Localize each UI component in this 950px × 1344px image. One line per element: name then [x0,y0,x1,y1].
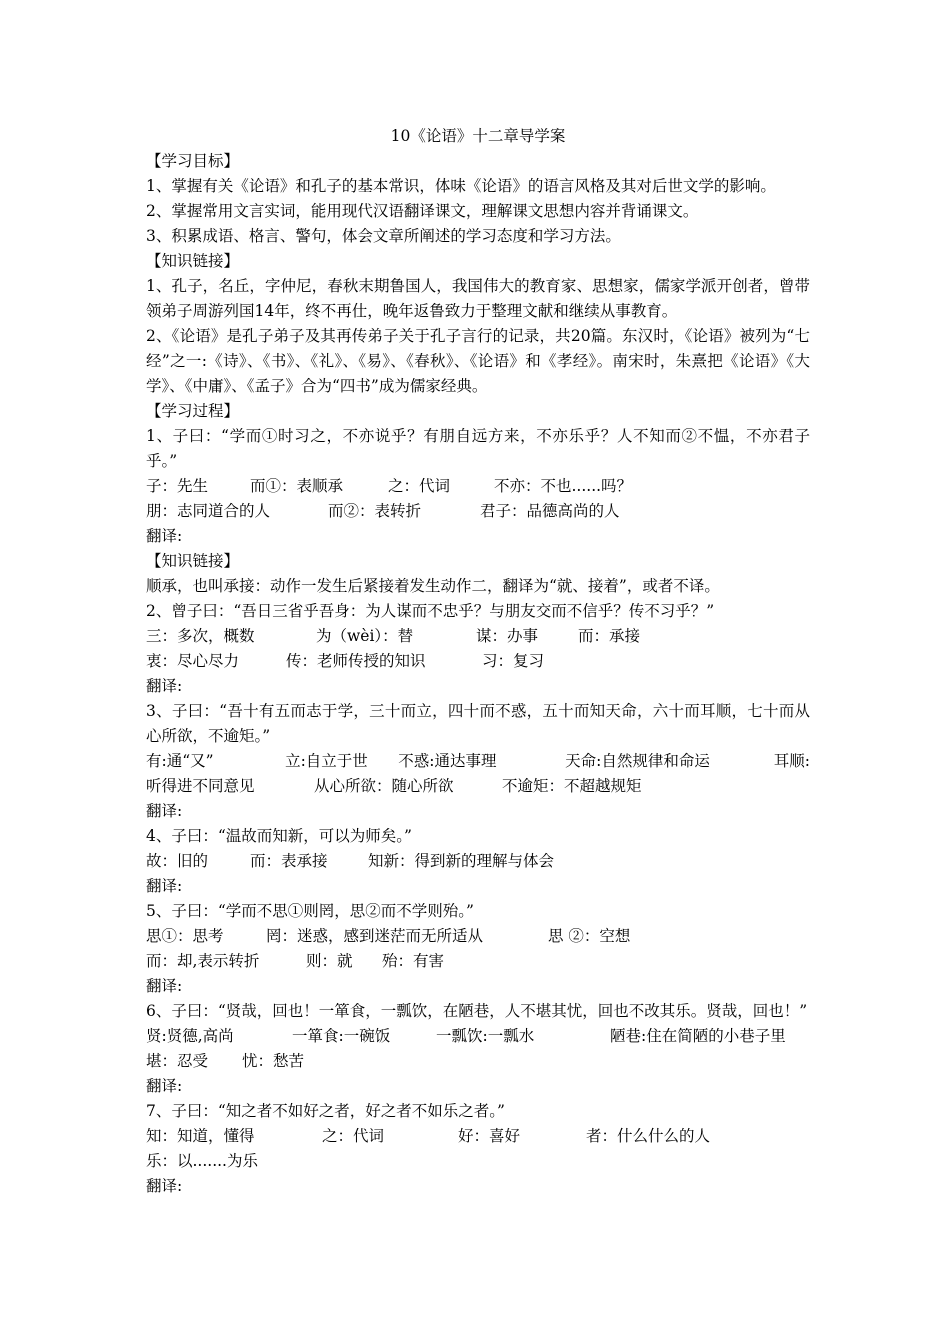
translate-label: 翻译: [146,527,183,545]
note: 天命:自然规律和命运 [565,752,710,770]
note: 思①：思考 [146,927,224,945]
translate-label: 翻译: [146,802,183,820]
section-heading-process: 【学习过程】 [146,402,240,420]
note: 好：喜好 [458,1127,521,1145]
note: 君子：品德高尚的人 [480,502,620,520]
knowledge-item: 1、孔子，名丘，字仲尼，春秋末期鲁国人，我国伟大的教育家、思想家，儒家学派开创者，曾带领弟子周游列国14年，终不再仕，晚年返鲁致力于整理文献和继续从事教育。 [146,277,810,320]
note: 而①：表顺承 [250,477,344,495]
note: 有:通“又” [146,752,214,770]
translate-label: 翻译: [146,677,183,695]
translate-label: 翻译: [146,1177,183,1195]
note: 传：老师传授的知识 [286,652,426,670]
passage-5: 5、子曰：“学而不思①则罔，思②而不学则殆。” [146,902,474,920]
note: 从心所欲：随心所欲 [314,777,454,795]
notes-row [146,624,810,649]
passage-3: 3、子曰：“吾十有五而志于学，三十而立，四十而不惑，五十而知天命，六十而耳顺，七十而从心所欲，不逾矩。” [146,702,810,745]
note: 者：什么什么的人 [586,1127,711,1145]
note: 之：代词 [388,477,451,495]
note: 三：多次，概数 [146,627,255,645]
notes-row [146,1124,810,1149]
note: 听得进不同意见 [146,777,255,795]
note: 乐：以.......为乐 [146,1152,258,1170]
notes-row [146,774,810,799]
note: 一箪食:一碗饭 [292,1027,391,1045]
notes-row [146,949,810,974]
knowledge-note: 顺承，也叫承接：动作一发生后紧接着发生动作二，翻译为“就、接着”，或者不译。 [146,577,720,595]
note: 堪：忍受 [146,1052,209,1070]
notes-row [146,499,810,524]
passage-6: 6、子曰：“贤哉，回也！一箪食，一瓢饮，在陋巷，人不堪其忧，回也不改其乐。贤哉，回也！” [146,1002,808,1020]
passage-4: 4、子曰：“温故而知新，可以为师矣。” [146,827,412,845]
goal-item: 2、掌握常用文言实词，能用现代汉语翻译课文，理解课文思想内容并背诵课文。 [146,202,699,220]
note: 知新：得到新的理解与体会 [368,852,555,870]
note: 陋巷:住在简陋的小巷子里 [610,1027,786,1045]
translate-label: 翻译: [146,977,183,995]
notes-row [146,1024,810,1049]
note: 而：表承接 [250,852,328,870]
notes-row [146,474,810,499]
knowledge-item: 2、《论语》是孔子弟子及其再传弟子关于孔子言行的记录，共20篇。东汉时，《论语》被列为“七经”之一:《诗》、《书》、《礼》、《易》、《春秋》、《论语》和《孝经》。南宋时，朱熹把《论语》《大学》、《中庸》、《孟子》合为“四书”成为儒家经典。 [146,327,810,395]
note: 为（wèi）：替 [316,627,414,645]
note: 立:自立于世 [285,752,368,770]
note: 知：知道，懂得 [146,1127,255,1145]
note: 不惑:通达事理 [398,752,497,770]
note: 朋：志同道合的人 [146,502,271,520]
note: 而：却,表示转折 [146,952,260,970]
note: 贤:贤德,高尚 [146,1027,234,1045]
passage-7: 7、子曰：“知之者不如好之者，好之者不如乐之者。” [146,1102,505,1120]
translate-label: 翻译: [146,1077,183,1095]
note: 不亦：不也......吗？ [494,477,633,495]
notes-row [146,649,810,674]
document-title: 10《论语》十二章导学案 [390,127,566,145]
note: 而：承接 [578,627,641,645]
notes-row [146,749,810,774]
translate-label: 翻译: [146,877,183,895]
notes-row [146,849,810,874]
passage-1: 1、子曰：“学而①时习之，不亦说乎？有朋自远方来，不亦乐乎？人不知而②不愠，不亦君子乎。” [146,427,810,470]
goal-item: 3、积累成语、格言、警句，体会文章所阐述的学习态度和学习方法。 [146,227,621,245]
note: 罔：迷惑，感到迷茫而无所适从 [266,927,484,945]
note: 故：旧的 [146,852,209,870]
note: 则：就 [306,952,353,970]
notes-row [146,924,810,949]
passage-2: 2、曾子曰：“吾日三省乎吾身：为人谋而不忠乎？与朋友交而不信乎？传不习乎？” [146,602,715,620]
note: 思 ②：空想 [548,927,631,945]
note: 谋：办事 [476,627,539,645]
document-page [146,124,810,1199]
note: 之：代词 [322,1127,385,1145]
section-heading-knowledge-2: 【知识链接】 [146,552,240,570]
note: 一瓢饮:一瓢水 [436,1027,535,1045]
note: 殆：有害 [382,952,445,970]
note: 衷：尽心尽力 [146,652,240,670]
section-heading-goals: 【学习目标】 [146,152,240,170]
note: 子：先生 [146,477,209,495]
notes-row [146,1049,810,1074]
note: 耳顺: [773,752,810,770]
note: 忧：愁苦 [242,1052,305,1070]
note: 习：复习 [482,652,545,670]
goal-item: 1、掌握有关《论语》和孔子的基本常识，体味《论语》的语言风格及其对后世文学的影响。 [146,177,776,195]
section-heading-knowledge: 【知识链接】 [146,252,240,270]
notes-row [146,1149,810,1174]
note: 不逾矩：不超越规矩 [502,777,642,795]
note: 而②：表转折 [328,502,422,520]
